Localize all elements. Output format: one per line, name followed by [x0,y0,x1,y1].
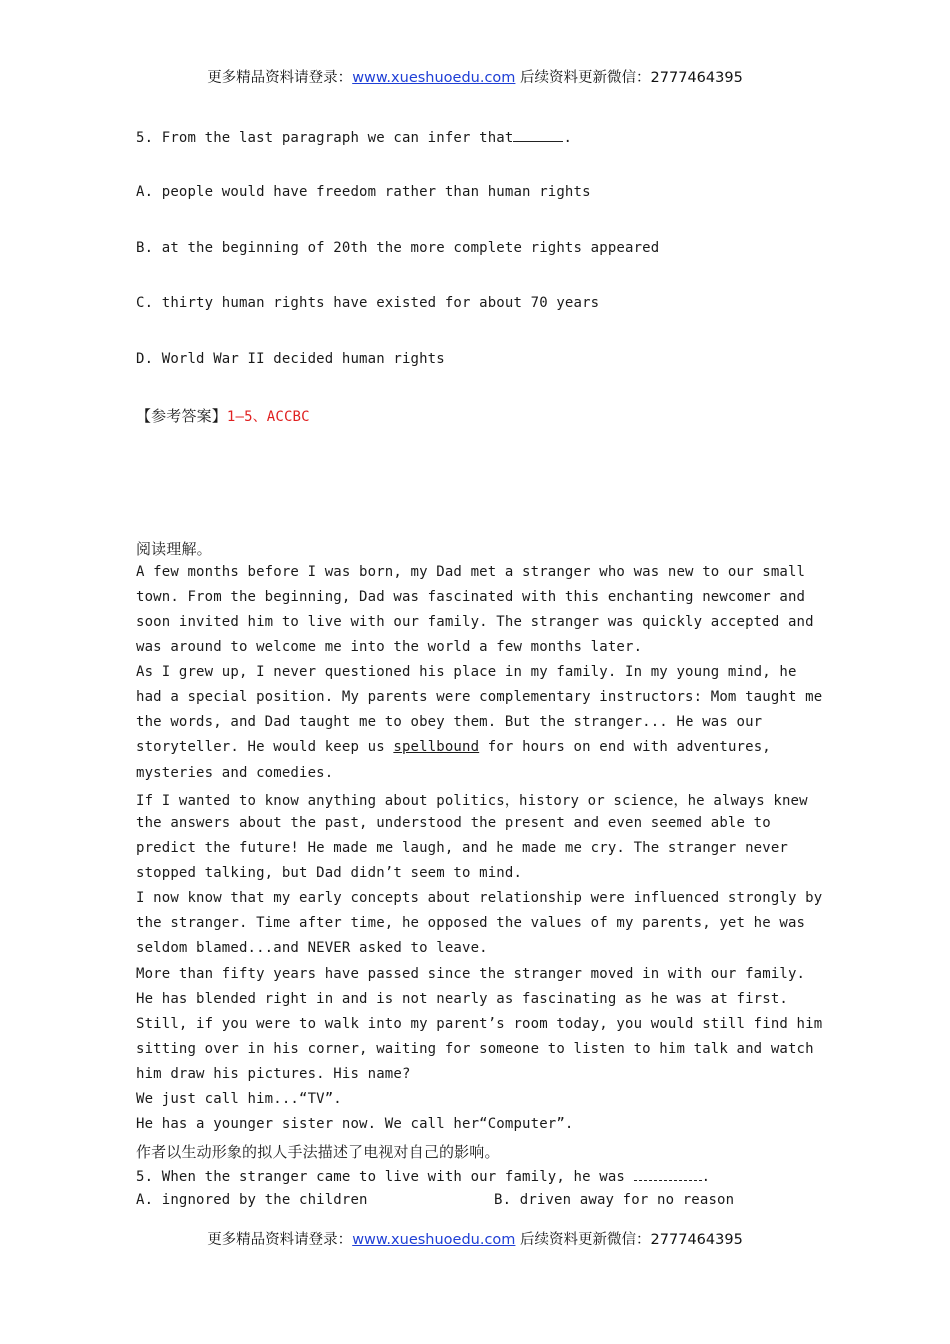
passage-line: the stranger. Time after time, he opposed the values of my parents, yet he was [136,915,806,931]
option-b: B. at the beginning of 20th the more complete rights appeared [136,240,660,256]
passage-line: stopped talking, but Dad didn’t seem to mind. [136,865,523,881]
passage-line: predict the future! He made me laugh, and he made me cry. The stranger never [136,840,788,856]
passage-line: sitting over in his corner, waiting for someone to listen to him talk and watch [136,1041,814,1057]
passage-line: mysteries and comedies. [136,765,334,781]
answer-label: 【参考答案】 [136,407,227,425]
passage-line: storyteller. He would keep us spellbound for hours on end with adventures, [136,739,771,755]
answer-value: 1—5、ACCBC [226,409,310,425]
option-b: B. driven away for no reason [494,1192,735,1208]
passage-line: If I wanted to know anything about politics，history or science，he always knew [136,793,808,809]
passage-line: More than fifty years have passed since the stranger moved in with our family. [136,966,806,982]
footer-website-link[interactable]: www.xueshuoedu.com [352,1232,516,1248]
passage-line: the answers about the past, understood the present and even seemed able to [136,815,771,831]
footer-prefix: 更多精品资料请登录： [207,1232,353,1248]
option-a: A. ingnored by the children [136,1192,368,1208]
option-d: D. World War II decided human rights [136,351,445,367]
header-website-link[interactable]: www.xueshuoedu.com [352,70,516,86]
spellbound-word: spellbound [393,739,480,755]
passage-line: We just call him...“TV”. [136,1091,342,1107]
header-prefix: 更多精品资料请登录： [207,70,353,86]
passage-line: had a special position. My parents were complementary instructors: Mom taught me [136,689,823,705]
reference-answer [136,405,310,426]
answer-blank [634,1167,702,1181]
option-a: A. people would have freedom rather than human rights [136,184,591,200]
passage-line: As I grew up, I never questioned his place in my family. In my young mind, he [136,664,797,680]
passage-line: Still, if you were to walk into my parent’s room today, you would still find him [136,1016,823,1032]
passage-line: soon invited him to live with our family. The stranger was quickly accepted and [136,614,814,630]
option-c: C. thirty human rights have existed for about 70 years [136,295,600,311]
answer-blank [513,128,563,142]
passage-line: I now know that my early concepts about relationship were influenced strongly by [136,890,823,906]
passage-line: seldom blamed...and NEVER asked to leave. [136,940,488,956]
question-stem: 5. When the stranger came to live with our family, he was . [136,1169,711,1185]
question-stem: 5. From the last paragraph we can infer that . [136,130,573,146]
passage-line: town. From the beginning, Dad was fascinated with this enchanting newcomer and [136,589,806,605]
passage-line: was around to welcome me into the world a few months later. [136,639,643,655]
passage-line: him draw his pictures. His name? [136,1066,411,1082]
passage-line: the words, and Dad taught me to obey them. But the stranger... He was our [136,714,763,730]
page-header [0,66,950,87]
passage-line: He has a younger sister now. We call her“Computer”. [136,1116,574,1132]
passage-heading: 阅读理解。 [136,540,212,558]
page-footer [0,1228,950,1249]
header-suffix: 后续资料更新微信：2777464395 [515,70,743,86]
footer-suffix: 后续资料更新微信：2777464395 [515,1232,743,1248]
passage-note: 作者以生动形象的拟人手法描述了电视对自己的影响。 [136,1143,500,1161]
passage-line: He has blended right in and is not nearly as fascinating as he was at first. [136,991,788,1007]
passage-line: A few months before I was born, my Dad met a stranger who was new to our small [136,564,806,580]
